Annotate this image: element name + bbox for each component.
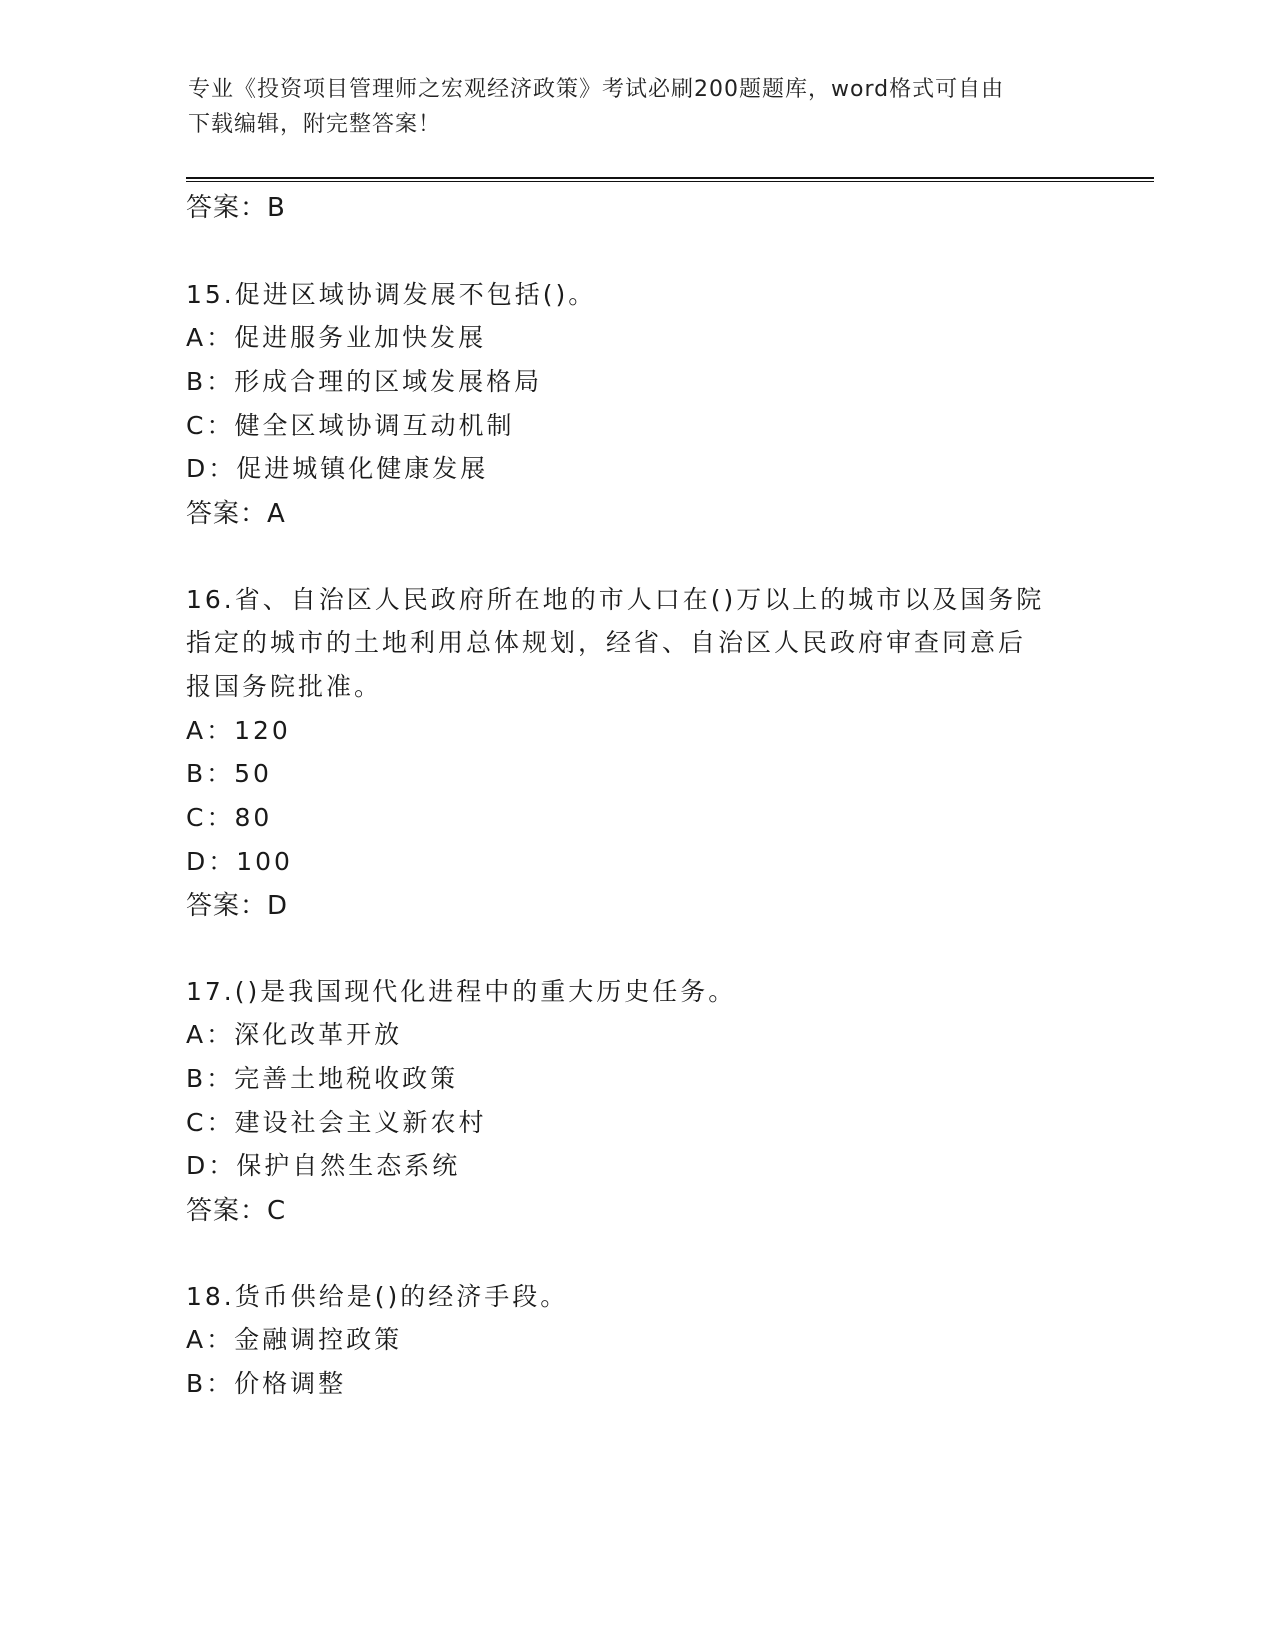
question-16-stem-line-3: 报国务院批准。 bbox=[186, 672, 383, 701]
question-17-option-b: B：完善土地税收政策 bbox=[186, 1064, 459, 1093]
question-16-option-d: D：100 bbox=[186, 847, 293, 876]
question-16-option-b: B：50 bbox=[186, 759, 272, 788]
question-16-answer: 答案：D bbox=[186, 891, 289, 921]
question-18-option-b: B：价格调整 bbox=[186, 1369, 347, 1398]
question-18-stem: 18.货币供给是()的经济手段。 bbox=[186, 1282, 569, 1311]
question-15-answer: 答案：A bbox=[186, 499, 286, 529]
question-16-stem-line-2: 指定的城市的土地利用总体规划，经省、自治区人民政府审查同意后 bbox=[186, 628, 1027, 657]
header-line-1: 专业《投资项目管理师之宏观经济政策》考试必刷200题题库，word格式可自由 bbox=[188, 77, 1005, 102]
question-16-option-c: C：80 bbox=[186, 803, 273, 832]
question-17-answer: 答案：C bbox=[186, 1196, 287, 1226]
question-15-stem: 15.促进区域协调发展不包括()。 bbox=[186, 280, 597, 309]
question-15-option-a: A：促进服务业加快发展 bbox=[186, 323, 487, 352]
question-17-option-d: D：保护自然生态系统 bbox=[186, 1151, 461, 1180]
question-16-option-a: A：120 bbox=[186, 716, 291, 745]
question-15-option-d: D：促进城镇化健康发展 bbox=[186, 454, 489, 483]
header-line-2: 下载编辑，附完整答案！ bbox=[188, 112, 442, 137]
document-header bbox=[188, 72, 1068, 142]
question-16-stem-line-1: 16.省、自治区人民政府所在地的市人口在()万以上的城市以及国务院 bbox=[186, 585, 1045, 614]
question-15-option-c: C：健全区域协调互动机制 bbox=[186, 411, 515, 440]
question-17-stem: 17.()是我国现代化进程中的重大历史任务。 bbox=[186, 977, 737, 1006]
header-divider bbox=[186, 177, 1154, 182]
question-15-option-b: B：形成合理的区域发展格局 bbox=[186, 367, 543, 396]
question-18-option-a: A：金融调控政策 bbox=[186, 1325, 403, 1354]
question-17-option-a: A：深化改革开放 bbox=[186, 1020, 403, 1049]
answer-line: 答案：B bbox=[186, 193, 286, 223]
question-17-option-c: C：建设社会主义新农村 bbox=[186, 1108, 487, 1137]
